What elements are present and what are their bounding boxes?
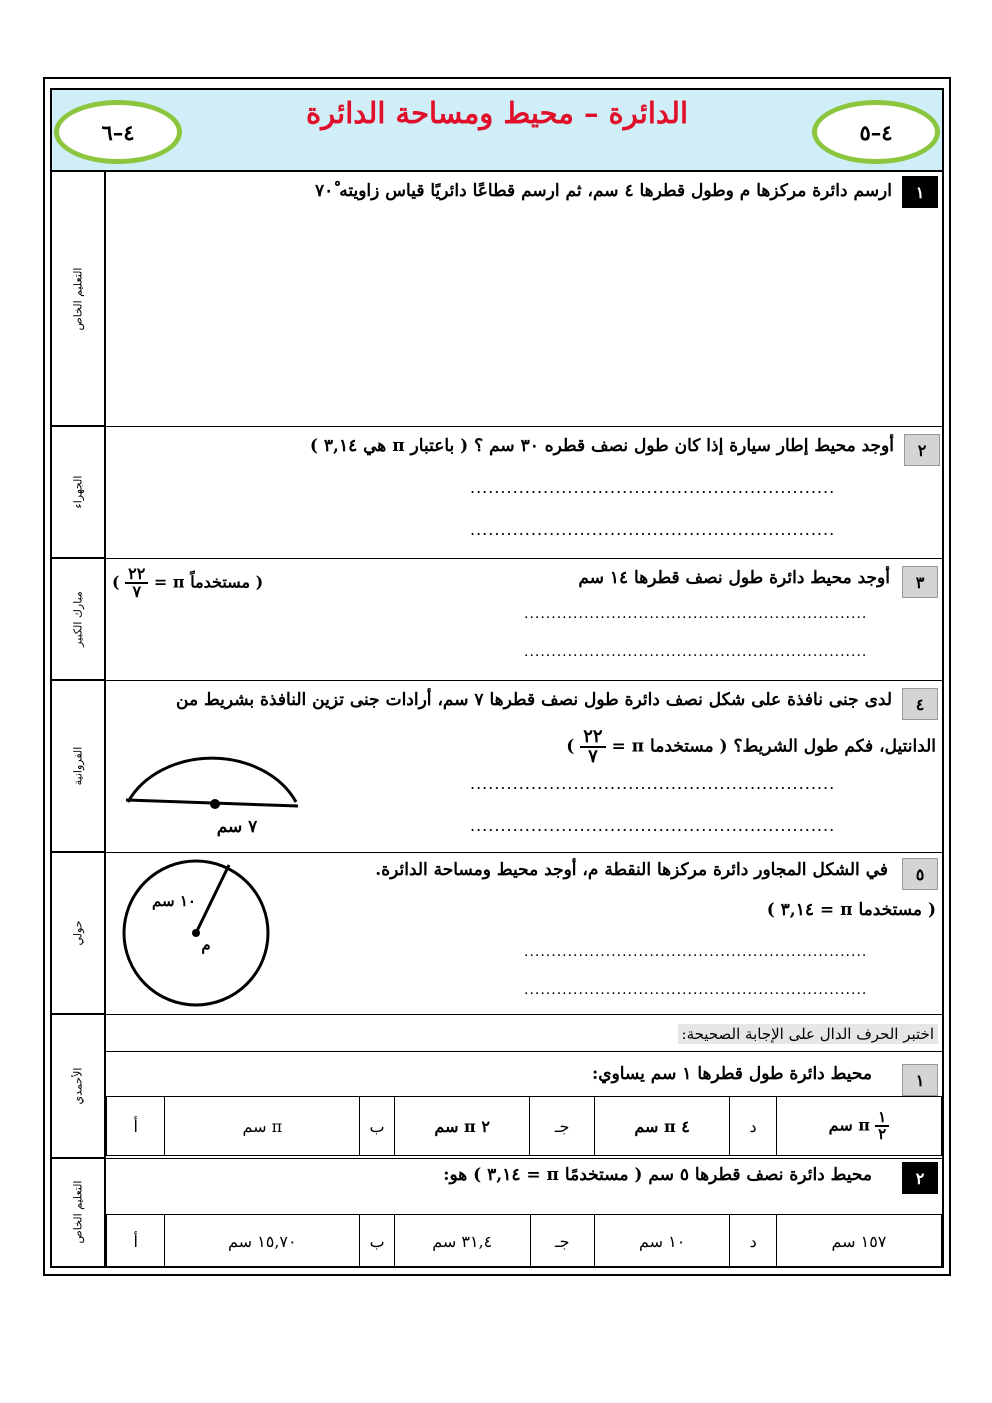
lesson-number-left: ٤–٦ bbox=[101, 119, 135, 145]
side-label-cell bbox=[52, 852, 106, 1014]
option-value[interactable]: ١٥٧ سم bbox=[776, 1215, 941, 1268]
option-text: π سم bbox=[828, 1115, 871, 1135]
question-text: أوجد محيط دائرة طول نصف قطرها ١٤ سم bbox=[578, 568, 890, 588]
side-label: الفروانية bbox=[71, 746, 85, 785]
question-text: الدانتيل، فكم طول الشريط؟ ( مستخدما π = bbox=[611, 736, 936, 757]
answer-line[interactable]: ............................................................ bbox=[470, 816, 836, 835]
option-value[interactable]: ١٠ سم bbox=[594, 1215, 730, 1268]
mc-options-table bbox=[106, 1096, 942, 1156]
fraction-numerator: ١ bbox=[875, 1110, 889, 1127]
question-text: ارسم دائرة مركزها م وطول قطرها ٤ سم، ثم ارسم قطاعًا دائريًا قياس زاويته ٧٠ْ bbox=[315, 181, 892, 201]
center-point bbox=[192, 929, 200, 937]
side-label: مبارك الكبير bbox=[71, 590, 85, 647]
row-divider bbox=[52, 426, 942, 427]
center-label: م bbox=[201, 936, 211, 954]
pi-fraction bbox=[125, 566, 148, 600]
mc-stem: محيط دائرة نصف قطرها ٥ سم ( مستخدمًا π = ٣,١٤ ) هو: bbox=[443, 1165, 872, 1185]
semicircle-arc bbox=[128, 758, 296, 802]
answer-line[interactable]: ............................................................ bbox=[470, 520, 836, 539]
mc-options-table bbox=[106, 1214, 942, 1268]
question-number: ٢ bbox=[904, 434, 940, 466]
option-letter[interactable]: جـ bbox=[530, 1215, 594, 1268]
answer-line[interactable]: ............................................................ bbox=[470, 478, 836, 497]
side-label-cell bbox=[52, 1014, 106, 1158]
question-number: ٣ bbox=[902, 566, 938, 598]
radius-label: ٧ سم bbox=[216, 817, 258, 837]
answer-line[interactable]: ............................................................... bbox=[524, 982, 868, 998]
mc-instruction-divider bbox=[106, 1051, 942, 1052]
mc-instruction: اختبر الحرف الدال على الإجابة الصحيحة: bbox=[678, 1024, 938, 1044]
pi-hint-text: ( مستخدماً π = bbox=[153, 572, 264, 592]
row-divider bbox=[52, 680, 942, 681]
half-fraction bbox=[875, 1110, 889, 1142]
option-value[interactable]: ١٥,٧٠ سم bbox=[165, 1215, 360, 1268]
answer-line[interactable]: ............................................................... bbox=[524, 644, 868, 660]
radius-label: ١٠ سم bbox=[152, 892, 196, 910]
fraction-numerator: ٢٢ bbox=[125, 566, 148, 584]
row-divider bbox=[52, 1014, 942, 1015]
page-title: الدائرة – محيط ومساحة الدائرة bbox=[305, 96, 688, 130]
side-label-cell bbox=[52, 172, 106, 426]
center-point bbox=[210, 799, 220, 809]
option-value[interactable]: ٤ π سم bbox=[594, 1097, 730, 1156]
option-letter[interactable]: د bbox=[730, 1097, 776, 1156]
row-divider bbox=[52, 558, 942, 559]
row-divider bbox=[52, 852, 942, 853]
option-letter[interactable]: أ bbox=[107, 1215, 165, 1268]
side-label-cell bbox=[52, 680, 106, 852]
semicircle-figure bbox=[112, 718, 312, 842]
side-label-cell bbox=[52, 1158, 106, 1266]
fraction-denominator: ٧ bbox=[588, 746, 598, 767]
option-value[interactable]: π سم bbox=[165, 1097, 360, 1156]
option-letter[interactable]: أ bbox=[107, 1097, 165, 1156]
option-letter[interactable]: جـ bbox=[530, 1097, 594, 1156]
question-number: ٥ bbox=[902, 858, 938, 890]
mc-stem: محيط دائرة طول قطرها ١ سم يساوي: bbox=[592, 1064, 872, 1084]
fraction-numerator: ٢٢ bbox=[580, 728, 605, 748]
question-text-line2: ( مستخدما π = ٣,١٤ ) bbox=[766, 900, 936, 920]
question-text-line1: في الشكل المجاور دائرة مركزها النقطة م، أوجد محيط ومساحة الدائرة. bbox=[375, 860, 888, 880]
radius-line bbox=[196, 865, 229, 933]
mc-number: ٢ bbox=[902, 1162, 938, 1194]
fraction-denominator: ٧ bbox=[132, 582, 142, 601]
side-label-cell bbox=[52, 426, 106, 558]
question-number: ١ bbox=[902, 176, 938, 208]
pi-hint-close: ) bbox=[112, 572, 120, 592]
side-label: التعليم الخاص bbox=[71, 267, 85, 330]
answer-line[interactable]: ............................................................... bbox=[524, 606, 868, 622]
option-value[interactable] bbox=[776, 1097, 941, 1156]
option-value[interactable]: ٣١,٤ سم bbox=[394, 1215, 530, 1268]
side-label: الجهراء bbox=[71, 475, 85, 508]
option-value[interactable]: ٢ π سم bbox=[394, 1097, 530, 1156]
question-text: أوجد محيط إطار سيارة إذا كان طول نصف قطره ٣٠ سم ؟ ( باعتبار π هي ٣,١٤ ) bbox=[309, 436, 894, 456]
question-text-line2 bbox=[566, 728, 936, 766]
header-banner bbox=[52, 90, 942, 172]
fraction-denominator: ٢ bbox=[878, 1125, 887, 1143]
question-text-line1: لدى جنى نافذة على شكل نصف دائرة طول نصف قطرها ٧ سم، أرادات جنى تزين النافذة بشريط من bbox=[176, 690, 892, 710]
option-letter[interactable]: د bbox=[730, 1215, 776, 1268]
side-label: الأحمدي bbox=[71, 1067, 85, 1104]
lesson-number-right: ٤–٥ bbox=[859, 119, 893, 145]
paren-close: ) bbox=[566, 736, 575, 757]
lesson-badge-left bbox=[54, 100, 182, 164]
answer-line[interactable]: ............................................................ bbox=[470, 774, 836, 793]
answer-line[interactable]: ............................................................... bbox=[524, 944, 868, 960]
circle-figure bbox=[116, 858, 282, 1008]
pi-hint bbox=[112, 566, 263, 600]
side-label-cell bbox=[52, 558, 106, 680]
row-divider bbox=[52, 1158, 942, 1159]
pi-fraction bbox=[580, 728, 605, 766]
page-inner-border bbox=[50, 88, 944, 1268]
question-number: ٤ bbox=[902, 688, 938, 720]
mc-number: ١ bbox=[902, 1064, 938, 1096]
option-letter[interactable]: ب bbox=[360, 1215, 395, 1268]
side-label: حولي bbox=[71, 919, 85, 946]
side-label: التعليم الخاص bbox=[71, 1180, 85, 1244]
option-letter[interactable]: ب bbox=[360, 1097, 395, 1156]
